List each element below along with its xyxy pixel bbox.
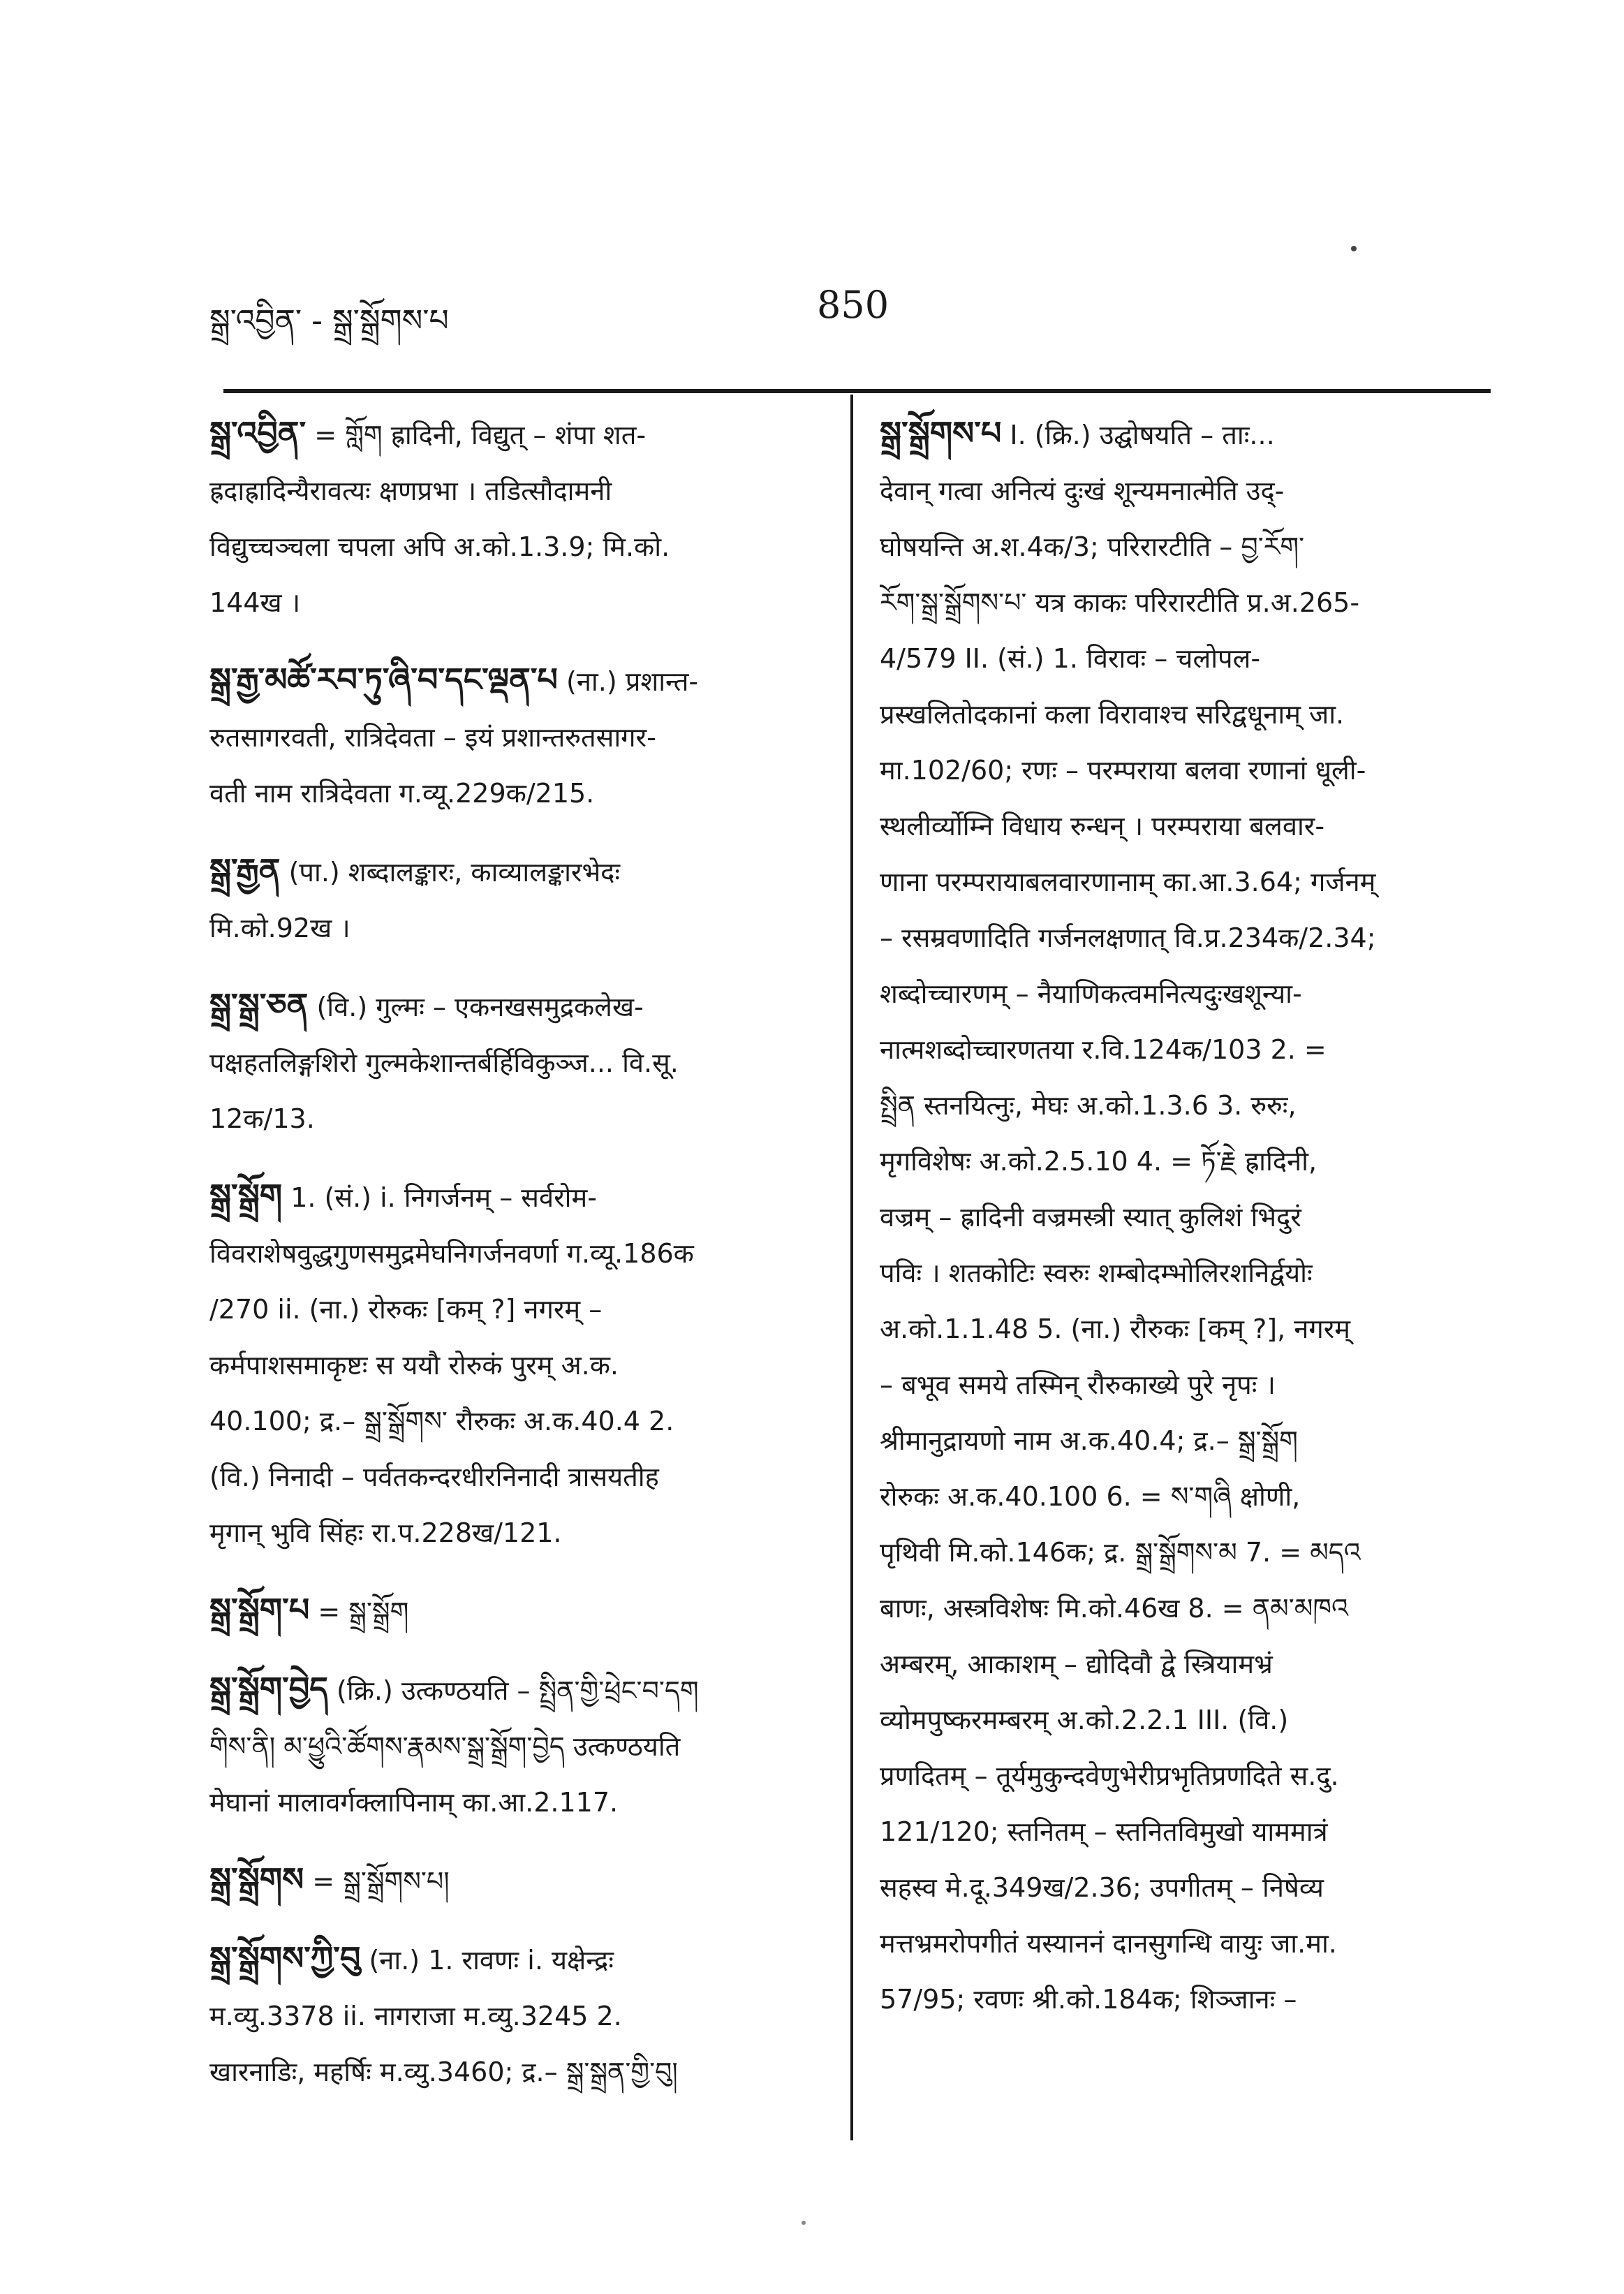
entry-line <box>209 1393 824 1449</box>
column-divider <box>850 395 853 2140</box>
entry-line <box>209 1281 824 1337</box>
entry-text: बाणः, अस्त्रविशेषः मि.को.46ख 8. = ནམ་མཁའ <box>880 1593 1348 1624</box>
entry-text: णाना परम्परायाबलवारणानाम् का.आ.3.64; गर्जनम् <box>880 867 1376 897</box>
entry-line <box>209 519 824 575</box>
entry-text: खारनाडिः, महर्षिः म.व्यु.3460; द्र.– སྒྲ་སྒྲན་གྱི་བུ། <box>209 2057 678 2087</box>
entry-text: वती नाम रात्रिदेवता ग.व्यू.229क/215. <box>209 778 595 809</box>
entry-text: = སྒྲ་སྒྲོག <box>309 1596 409 1627</box>
entry-text: देवान् गत्वा अनित्यं दुःखं शून्यमनात्मेति उद्- <box>880 476 1285 506</box>
entry-line <box>880 1860 1501 1916</box>
entry-text: – बभूव समये तस्मिन् रौरुकाख्ये पुरे नृपः । <box>880 1369 1276 1400</box>
entry-line <box>880 1580 1501 1636</box>
entry-text: पक्षहतलिङ्गशिरो गुल्मकेशान्तर्बर्हिविकुञ्ज... वि.सू. <box>209 1047 679 1078</box>
entry-text: कर्मपाशसमाकृष्टः स ययौ रोरुकं पुरम् अ.क. <box>209 1350 619 1381</box>
headword: སྒྲ་སྒྲོག <box>209 1177 283 1214</box>
entry-text: སྤྲིན स्तनयित्नुः, मेघः अ.को.1.3.6 3. रुरुः, <box>880 1090 1297 1121</box>
entry-headline <box>209 977 824 1035</box>
entry-headline <box>209 1168 824 1226</box>
entry-line <box>880 575 1501 631</box>
entry-text: पृथिवी मि.को.146क; द्र. སྒྲ་སྒྲོགས་མ 7. = མདའ <box>880 1537 1361 1568</box>
entry-headline <box>209 652 824 709</box>
entry-headline <box>209 1930 824 1988</box>
entry-text: व्योमपुष्करमम्बरम् अ.को.2.2.1 III. (वि.) <box>880 1705 1289 1735</box>
left-column <box>209 405 824 2100</box>
entry-line <box>880 1078 1501 1133</box>
entry-text: 144ख । <box>209 587 301 618</box>
entry-text: घोषयन्ति अ.श.4क/3; परिरारटीति – བྱ་རོག་ <box>880 531 1305 562</box>
entry-text: रोरुकः अ.क.40.100 6. = ས་གཞི क्षोणी, <box>880 1481 1301 1512</box>
entry-line <box>209 575 824 631</box>
entry-text: (ना.) प्रशान्त- <box>557 666 699 697</box>
speck <box>1351 246 1357 251</box>
entry-line <box>209 1226 824 1281</box>
entry-text: གིས་ནི། མ་ཕྱུའི་ཚོགས་རྣམས་སྒྲ་སྒྲོག་བྱེད उत्कण्ठयति <box>209 1731 681 1762</box>
entry-line <box>880 686 1501 742</box>
entry-headline <box>209 1661 824 1719</box>
entry-text: 57/95; रवणः श्री.को.184क; शिञ्जानः – <box>880 1984 1297 2015</box>
entry-text: /270 ii. (ना.) रोरुकः [कम् ?] नगरम् – <box>209 1294 603 1325</box>
entry-headline <box>880 405 1501 463</box>
running-header: སྒྲ་འབྱིན་ - སྒྲ་སྒྲོགས་པ <box>209 303 449 339</box>
entry-text: 40.100; द्र.– སྒྲ་སྒྲོགས་ रौरुकः अ.क.40.4 2. <box>209 1406 674 1436</box>
entry-gap <box>209 631 824 652</box>
entry-text: ह्रदाह्रादिन्यैरावत्यः क्षणप्रभा । तडित्सौदामनी <box>209 476 612 506</box>
entry-line <box>880 631 1501 686</box>
entry-line <box>880 1022 1501 1078</box>
entry-text: मत्तभ्रमरोपगीतं यस्याननं दानसुगन्धि वायुः जा.मा. <box>880 1928 1337 1959</box>
headword: སྒྲ་རྒྱན <box>209 851 281 889</box>
entry-line <box>209 1449 824 1505</box>
entry-text: I. (क्रि.) उद्घोषयति – ताः... <box>1001 420 1275 450</box>
entry-line <box>880 1692 1501 1748</box>
headword: སྒྲ་སྒྲོགས་ཀྱི་བུ <box>209 1939 361 1977</box>
entry-text: = གློག ह्रादिनी, विद्युत् – शंपा शत- <box>306 420 647 450</box>
entry-line <box>880 798 1501 854</box>
entry-text: अम्बरम्, आकाशम् – द्योदिवौ द्वे स्त्रियामभ्रं <box>880 1649 1273 1679</box>
entry-line <box>209 463 824 519</box>
entry-line <box>209 2044 824 2100</box>
headword: སྒྲ་སྒྲོགས <box>209 1860 304 1898</box>
entry-line <box>880 463 1501 519</box>
entry-line <box>209 1035 824 1091</box>
headword: སྒྲ་འབྱིན་ <box>209 414 307 452</box>
speck <box>802 2221 806 2225</box>
entry-line <box>209 1988 824 2044</box>
entry-text: 1. (सं.) i. निगर्जनम् – सर्वरोम- <box>282 1182 597 1213</box>
entry-line <box>880 1301 1501 1357</box>
entry-line <box>880 1189 1501 1245</box>
entry-text: – रसम्रवणादिति गर्जनलक्षणात् वि.प्र.234क/2.34; <box>880 922 1376 953</box>
entry-line <box>209 900 824 956</box>
entry-line <box>209 765 824 821</box>
entry-text: (पा.) शब्दालङ्कारः, काव्यालङ्कारभेदः <box>280 857 621 888</box>
entry-gap <box>209 1561 824 1582</box>
entry-line <box>880 1413 1501 1469</box>
entry-line <box>209 1091 824 1147</box>
entry-line <box>880 1804 1501 1860</box>
entry-line <box>209 1337 824 1393</box>
entry-line <box>880 1357 1501 1413</box>
entry-gap <box>209 1640 824 1661</box>
entry-line <box>880 1971 1501 2027</box>
entry-text: मृगान् भुवि सिंहः रा.प.228ख/121. <box>209 1517 562 1548</box>
entry-text: = སྒྲ་སྒྲོགས་པ། <box>304 1866 450 1897</box>
entry-text: 121/120; स्तनितम् – स्तनितविमुखो याममात्रं <box>880 1816 1328 1847</box>
entry-line <box>880 1524 1501 1580</box>
entry-line <box>880 742 1501 798</box>
entry-headline <box>209 405 824 463</box>
entry-line <box>880 1133 1501 1189</box>
headword: སྒྲ་སྒྲོགས་པ <box>880 414 1002 452</box>
entry-text: प्रणदितम् – तूर्यमुकुन्दवेणुभेरीप्रभृतिप्रणदिते स.दु. <box>880 1760 1339 1791</box>
entry-gap <box>209 1909 824 1930</box>
entry-line <box>880 519 1501 575</box>
entry-text: स्थलीर्व्योम्नि विधाय रुन्धन् । परम्पराया बलवार- <box>880 811 1325 841</box>
entry-line <box>880 854 1501 910</box>
page-number: 850 <box>817 283 889 327</box>
entry-line <box>880 1916 1501 1971</box>
entry-gap <box>209 1830 824 1851</box>
right-column <box>880 405 1501 2027</box>
entry-gap <box>209 821 824 842</box>
entry-gap <box>209 956 824 977</box>
entry-text: सहस्व मे.दू.349ख/2.36; उपगीतम् – निषेव्य <box>880 1872 1324 1903</box>
entry-line <box>209 1774 824 1830</box>
headword: སྒྲ་རྒྱ་མཚོ་རབ་ཏུ་ཞི་བ་དང་ལྡན་པ <box>209 661 558 698</box>
entry-text: श्रीमानुद्रायणो नाम अ.क.40.4; द्र.– སྒྲ་སྒྲོག <box>880 1425 1298 1456</box>
entry-line <box>880 966 1501 1022</box>
entry-text: मृगविशेषः अ.को.2.5.10 4. = ཏོ་རྗེ ह्रादिनी, <box>880 1146 1317 1177</box>
entry-text: म.व्यु.3378 ii. नागराजा म.व्यु.3245 2. <box>209 2001 622 2031</box>
entry-text: 4/579 II. (सं.) 1. विरावः – चलोपल- <box>880 643 1261 674</box>
entry-text: (क्रि.) उत्कण्ठयति – སྤྲིན་གྱི་ཕྲེང་བ་དག <box>327 1675 699 1706</box>
entry-text: रुतसागरवती, रात्रिदेवता – इयं प्रशान्तरुतसागर- <box>209 722 656 753</box>
entry-gap <box>209 1147 824 1168</box>
entry-line <box>880 910 1501 966</box>
entry-text: (वि.) निनादी – पर्वतकन्दरधीरनिनादी त्रासयतीह <box>209 1462 659 1492</box>
entry-text: वज्रम् – ह्रादिनी वज्रमस्त्री स्यात् कुलिशं भिदुरं <box>880 1202 1301 1233</box>
entry-line <box>209 1505 824 1561</box>
entry-text: རོག་སྒྲ་སྒྲོགས་པ་ यत्र काकः परिरारटीति प्र.अ.265- <box>880 587 1360 618</box>
entry-line <box>209 709 824 765</box>
entry-text: प्रस्खलितोदकानां कला विरावाश्च सरिद्वधूनाम् जा. <box>880 699 1345 730</box>
entry-text: मि.को.92ख । <box>209 913 350 943</box>
entry-line <box>209 1719 824 1774</box>
entry-text: पविः । शतकोटिः स्वरुः शम्बोदम्भोलिरशनिर्द्वयोः <box>880 1258 1313 1288</box>
entry-line <box>880 1636 1501 1692</box>
entry-text: नात्मशब्दोच्चारणतया र.वि.124क/103 2. = <box>880 1034 1327 1065</box>
entry-text: विद्युच्चञ्चला चपला अपि अ.को.1.3.9; मि.को. <box>209 531 670 562</box>
entry-text: शब्दोच्चारणम् – नैयाणिकत्वमनित्यदुःखशून्या- <box>880 978 1302 1009</box>
entry-text: मा.102/60; रणः – परम्पराया बलवा रणानां धूली- <box>880 755 1366 786</box>
top-rule <box>223 389 1491 393</box>
headword: སྒྲ་སྒྲ་ཅན <box>209 986 309 1024</box>
entry-text: (ना.) 1. रावणः i. यक्षेन्द्रः <box>360 1945 614 1976</box>
entry-text: अ.को.1.1.48 5. (ना.) रौरुकः [कम् ?], नगरम् <box>880 1314 1350 1344</box>
headword: སྒྲ་སྒྲོག་པ <box>209 1591 310 1628</box>
entry-headline <box>209 1582 824 1640</box>
entry-line <box>880 1469 1501 1524</box>
entry-text: (वि.) गुल्मः – एकनखसमुद्रकलेख- <box>308 992 644 1022</box>
entry-headline <box>209 1851 824 1909</box>
headword: སྒྲ་སྒྲོག་བྱེད <box>209 1670 328 1707</box>
entry-line <box>880 1245 1501 1301</box>
entry-line <box>880 1748 1501 1804</box>
entry-text: मेघानां मालावर्गक्लापिनाम् का.आ.2.117. <box>209 1787 619 1818</box>
entry-text: विवराशेषवुद्धगुणसमुद्रमेघनिगर्जनवर्णा ग.व्यू.186क <box>209 1238 694 1269</box>
entry-headline <box>209 842 824 900</box>
entry-text: 12क/13. <box>209 1103 315 1134</box>
